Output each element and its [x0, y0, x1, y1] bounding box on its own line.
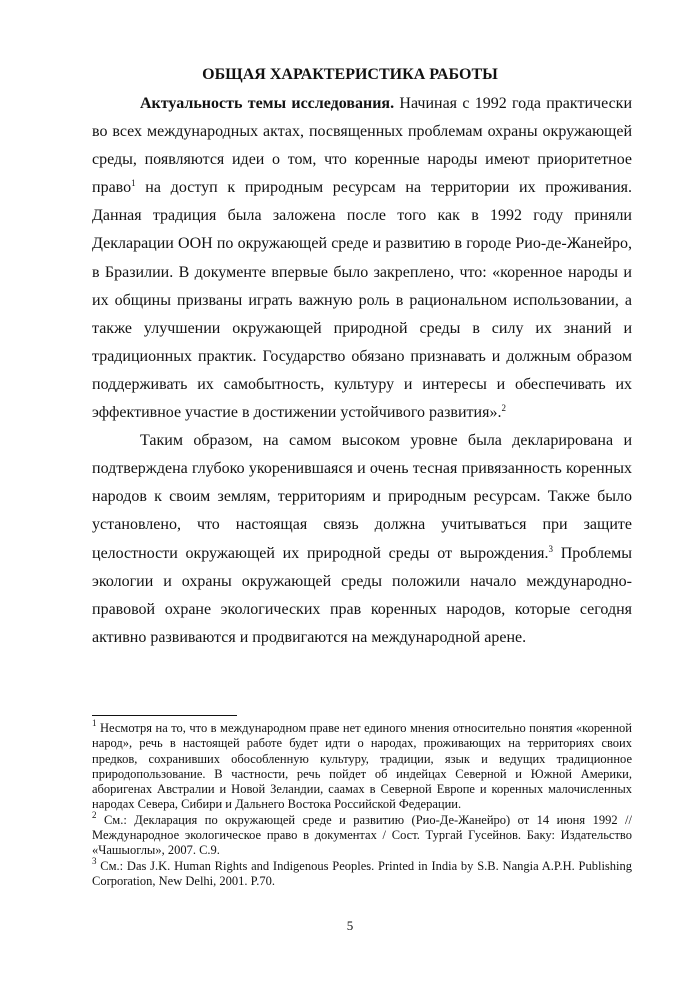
footnote-2 [92, 809, 632, 859]
paragraph-text: на доступ к природным ресурсам на территории их проживания. Данная традиция была заложена после того как в 1992 году приняли Декларации ООН по окружающей среде и развитию в городе Рио-де-Жанейро, в Бразилии. В документе впервые было закреплено, что: «коренное народы и их общины призваны играть важную роль в рациональном использовании, а также улучшении окружающей природной среды в силу их знаний и традиционных практик. Государство обязано признавать и должным образом поддерживать их самобытность, культуру и интересы и обеспечивать их эффективное участие в достижении устойчивого развития». [92, 179, 632, 422]
paragraph-text: Начиная с 1992 года практически во всех международных актах, посвященных проблемам охраны окружающей среды, появляются идеи о том, что коренные народы имеют приоритетное право [92, 95, 633, 197]
paragraph-text: Проблемы экологии и охраны окружающей среды положили начало международно-правовой охране экологических прав коренных народов, которые сегодня активно развиваются и продвигаются на международной арене. [92, 544, 632, 646]
footnote-3 [92, 855, 632, 890]
footnotes [92, 718, 632, 889]
footnote-text: См.: Декларация по окружающей среде и развитию (Рио-Де-Жанейро) от 14 июня 1992 // Международное экологическое право в документах / Сост. Тургай Гусейнов. Баку: Издательство «Чашыоглы», 2007. С.9. [92, 812, 632, 858]
footnote-text: См.: Das J.K. Human Rights and Indigenous Peoples. Printed in India by S.B. Nangia A.P.H. Publishing Corporation, New Delhi, 2001. P.70. [92, 858, 632, 888]
footnote-number: 1 [92, 718, 97, 728]
paragraph-text: Таким образом, на самом высоком уровне была декларирована и подтверждена глубоко укоренившаяся и очень тесная привязанность коренных народов к своим землям, территориям и природным ресурсам. Также было установлено, что настоящая связь должна учитываться при защите целостности окружающей их природной среды от вырождения. [92, 432, 632, 562]
footnote-ref-1[interactable]: 1 [131, 178, 136, 189]
footnote-1 [92, 718, 632, 813]
paragraph-relevance [92, 90, 632, 427]
paragraph-conclusion [92, 427, 632, 652]
footnote-number: 2 [92, 809, 97, 820]
page-number: 5 [346, 918, 354, 933]
footnote-separator [92, 715, 237, 716]
footnote-ref-3[interactable]: 3 [548, 543, 553, 554]
body-text [92, 90, 632, 652]
paragraph-lead: Актуальность темы исследования. [140, 95, 395, 112]
footnote-ref-2[interactable]: 2 [501, 403, 506, 414]
footnote-number: 3 [92, 855, 97, 866]
footnote-text: Несмотря на то, что в международном праве нет единого мнения относительно понятия «коренной народ», речь в настоящей работе будет идти о народах, проживающих на территориях своих предков, сохранивших обособленную культуру, традиции, язык и ведущих традиционное природопользование. В частности, речь пойдет об индейцах Северной и Южной Америки, аборигенах Австралии и Новой Зеландии, саамах в Северной Европе и коренных малочисленных народах Севера, Сибири и Дальнего Востока Российской Федерации. [92, 721, 632, 812]
section-title: ОБЩАЯ ХАРАКТЕРИСТИКА РАБОТЫ [202, 66, 498, 83]
